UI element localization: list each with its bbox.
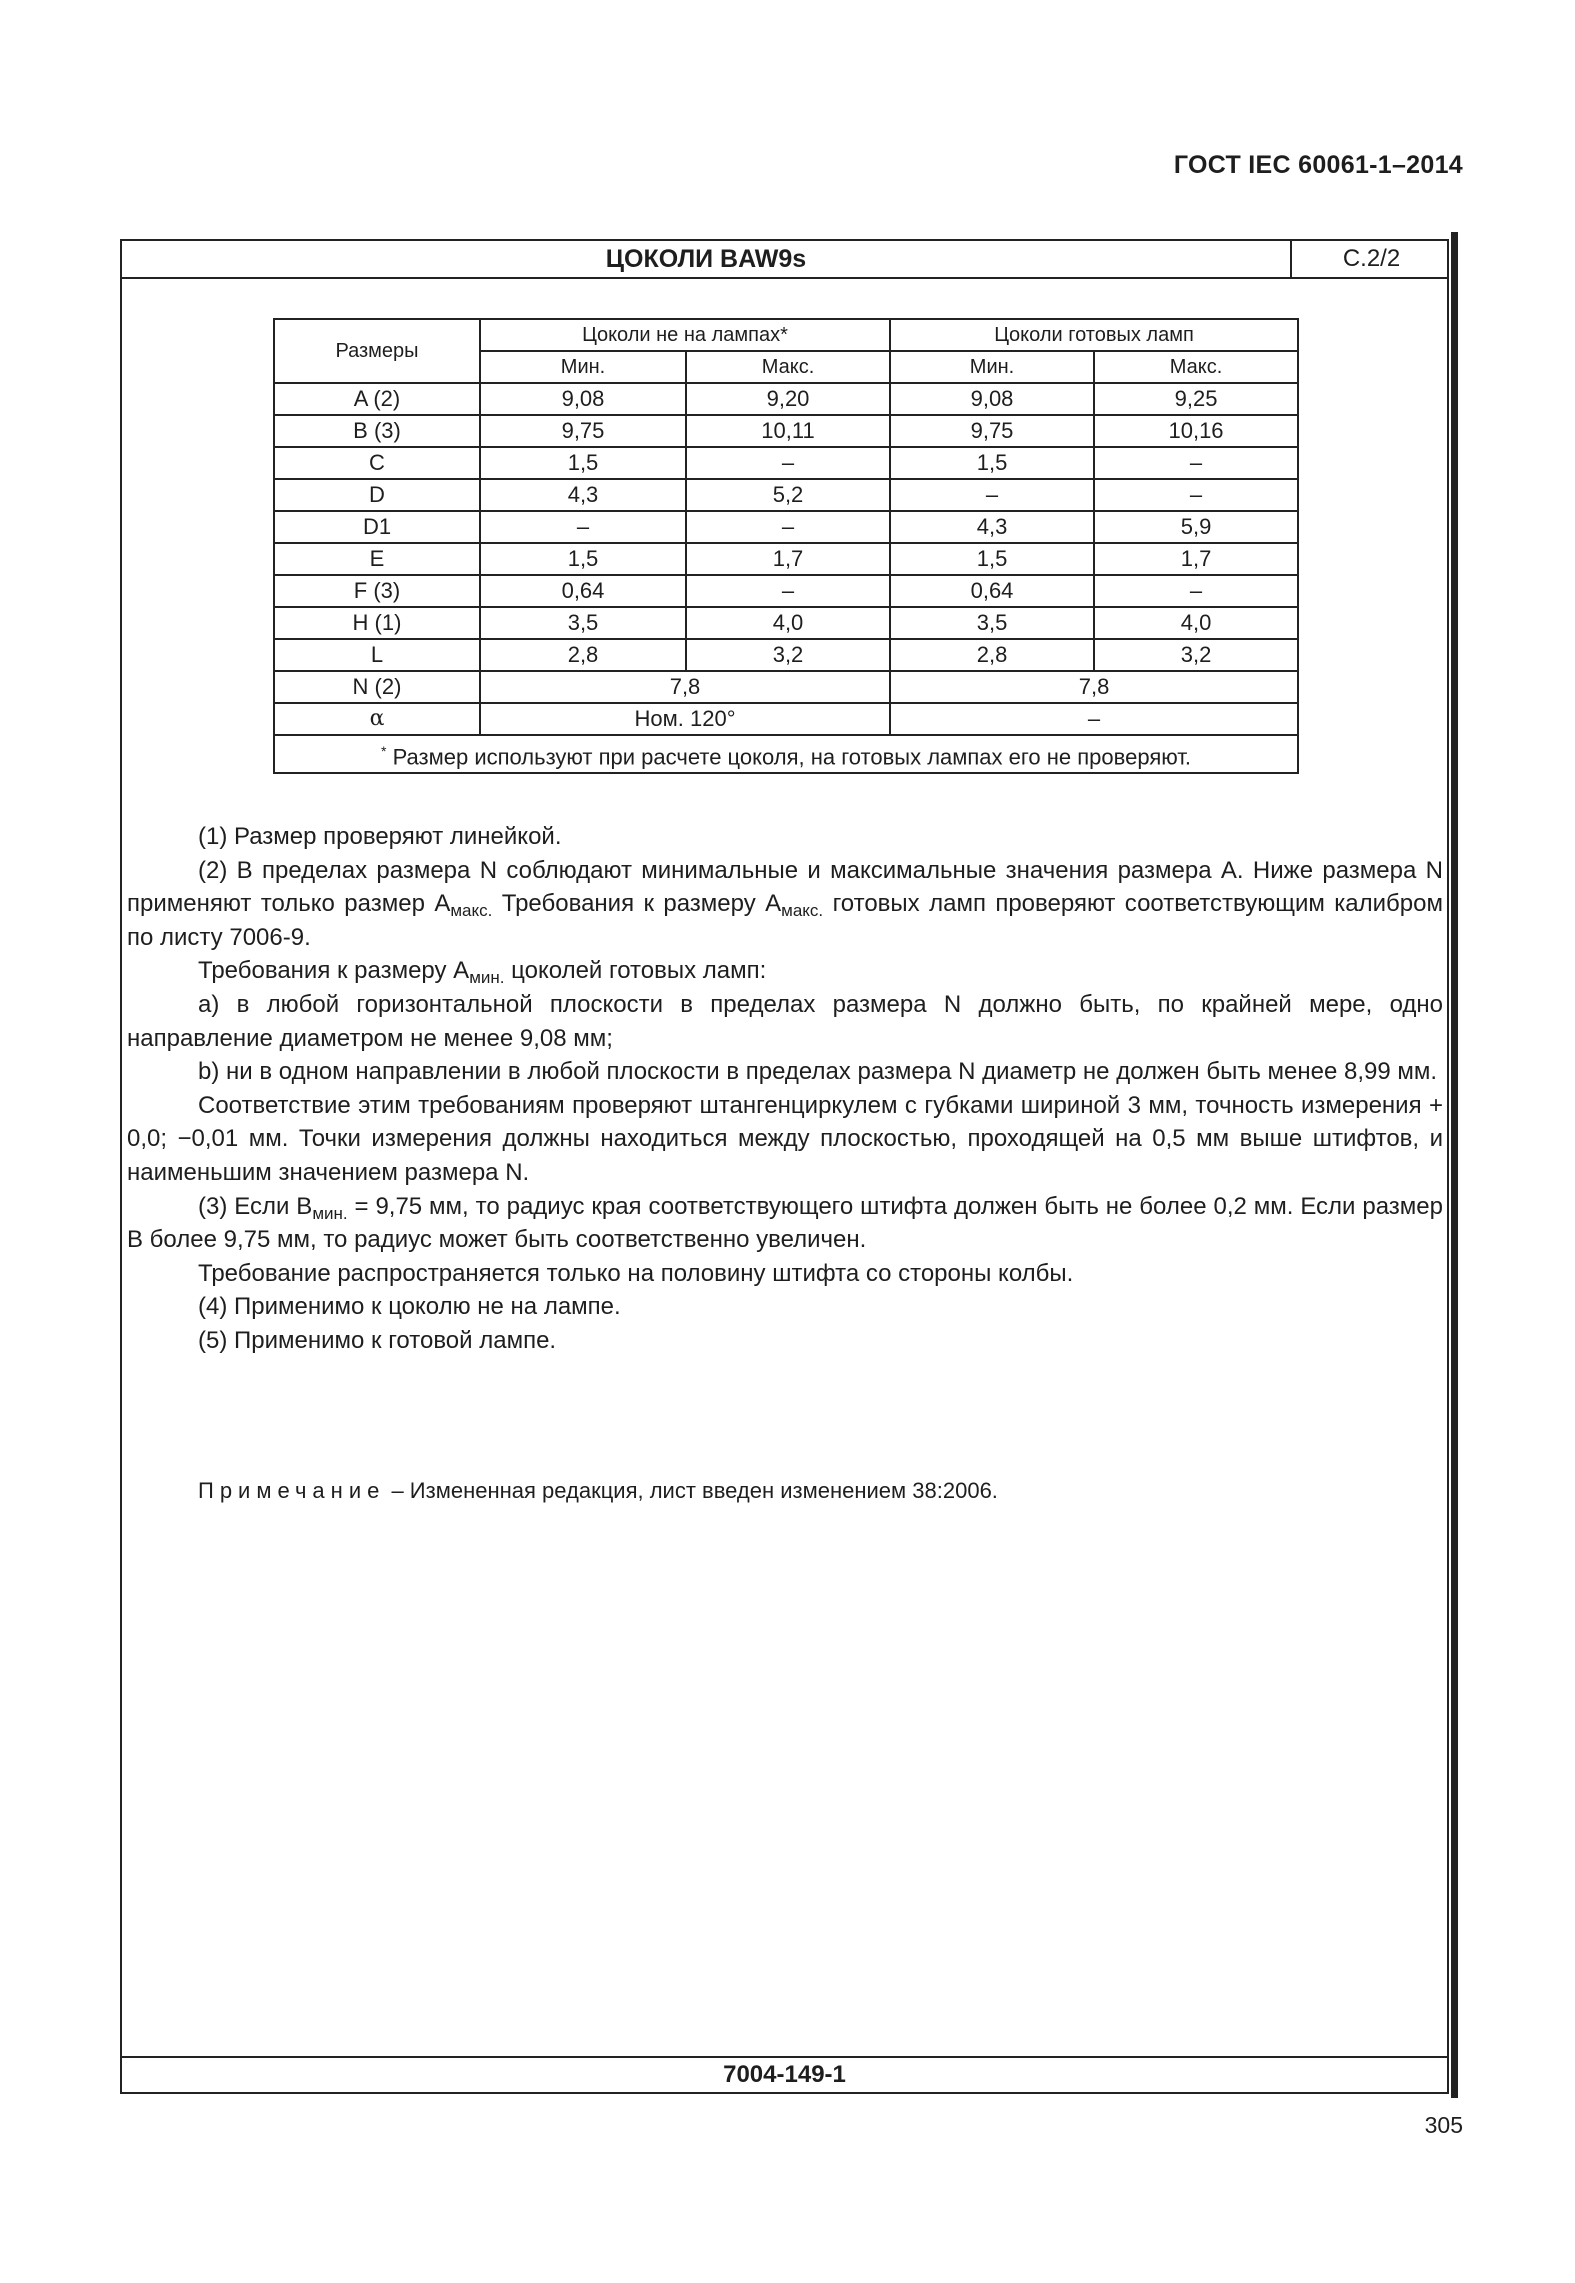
cell: – [890,479,1094,511]
col-min: Мин. [890,351,1094,383]
subscript-max: макс. [450,901,493,921]
cell: 4,0 [1094,607,1298,639]
frame-edge-thick [1451,232,1458,2098]
note-1: (1) Размер проверяют линейкой. [198,823,562,850]
cell: 5,9 [1094,511,1298,543]
row-name: H (1) [274,607,480,639]
cell: 3,5 [890,607,1094,639]
table-row [274,703,1298,735]
sheet-code: 7004-149-1 [723,2061,846,2088]
row-name: D [274,479,480,511]
cell: Ном. 120° [480,703,890,735]
title-row [122,241,1447,279]
table-row [274,575,1298,607]
remark-label: Примечание [198,1478,386,1503]
table-row [274,607,1298,639]
note-4: (4) Применимо к цоколю не на лампе. [198,1293,621,1321]
cell: – [686,575,890,607]
table-row [274,543,1298,575]
row-name: B (3) [274,415,480,447]
table-row [274,383,1298,415]
note-2: (2) В пределах размера N соблюдают минимальные и максимальные значения размера A. Ниже размера N применяют только размер $A_{макс.}$ Требования к размеру $A_{макс.}$ готовых ламп проверяют соответствующим калибром по листу 7006-9. [127,856,1443,951]
cell: – [1094,575,1298,607]
cell: 5,2 [686,479,890,511]
cell: 2,8 [480,639,686,671]
col-max: Макс. [686,351,890,383]
footnote-mark: * [381,743,387,759]
group-finished-lamps: Цоколи готовых ламп [890,319,1298,351]
cell: – [1094,479,1298,511]
col-dimensions: Размеры [274,319,480,383]
col-min: Мин. [480,351,686,383]
row-name: C [274,447,480,479]
cell: 4,3 [890,511,1094,543]
cell: 1,5 [480,447,686,479]
cell: 10,16 [1094,415,1298,447]
cell: 3,2 [686,639,890,671]
group-not-on-lamps: Цоколи не на лампах* [480,319,890,351]
row-name: N (2) [274,671,480,703]
dimensions-table [273,318,1299,774]
cell: 7,8 [480,671,890,703]
check-paragraph: Соответствие этим требованиям проверяют штангенциркулем с губками шириной 3 мм, точность измерения + 0,0; −0,01 мм. Точки измерения должны находиться между плоскостью, проходящей на 0,5 мм выше штифтов, и наименьшим значением размера N. [127,1091,1443,1186]
cell: 1,5 [480,543,686,575]
cell: 9,75 [890,415,1094,447]
requirements-intro: Требования к размеру $A_{мин.}$ цоколей готовых ламп: [198,957,767,988]
footer-row [122,2056,1447,2092]
cell: 9,20 [686,383,890,415]
cell: 9,25 [1094,383,1298,415]
cell: 3,5 [480,607,686,639]
cell: 4,0 [686,607,890,639]
cell: 0,64 [480,575,686,607]
cell: 4,3 [480,479,686,511]
table-footnote-row [274,735,1298,773]
table-row [274,479,1298,511]
note-3: (3) Если $B_{мин.} = 9,75$ мм, то радиус края соответствующего штифта должен быть не более 0,2 мм. Если размер B более 9,75 мм, то радиус может быть соответственно увеличен. [127,1192,1443,1254]
page-number: 305 [1424,2112,1463,2138]
row-name: D1 [274,511,480,543]
cell: 1,5 [890,447,1094,479]
cell: 10,11 [686,415,890,447]
sheet-title: ЦОКОЛИ BAW9s [605,245,807,273]
remark [198,1478,998,1504]
item-a: а) в любой горизонтальной плоскости в пределах размера N должно быть, по крайней мере, одно направление диаметром не менее 9,08 мм; [127,990,1443,1052]
cell: 1,7 [686,543,890,575]
standard-header: ГОСТ IEC 60061-1–2014 [1173,151,1463,179]
cell: – [480,511,686,543]
footnote-text: Размер используют при расчете цоколя, на готовых лампах его не проверяют. [392,744,1191,770]
cell: 7,8 [890,671,1298,703]
cell: – [686,447,890,479]
cell: – [686,511,890,543]
note-5: (5) Применимо к готовой лампе. [198,1326,557,1354]
notes-block [127,820,1443,1358]
cell: 9,75 [480,415,686,447]
subscript-min: мин. [312,1203,348,1223]
cell: 3,2 [1094,639,1298,671]
row-name: α [274,703,480,735]
col-max: Макс. [1094,351,1298,383]
sheet-number: С.2/2 [1290,241,1451,277]
table-row [274,447,1298,479]
subscript-max: макс. [781,901,824,921]
cell: – [1094,447,1298,479]
table-row [274,415,1298,447]
row-name: A (2) [274,383,480,415]
cell: 1,5 [890,543,1094,575]
remark-text: – Измененная редакция, лист введен изменением 38:2006. [385,1478,998,1503]
cell: 1,7 [1094,543,1298,575]
cell: – [890,703,1298,735]
row-name: E [274,543,480,575]
cell: 0,64 [890,575,1094,607]
table-footnote [274,735,1298,773]
cell: 9,08 [480,383,686,415]
subscript-min: мин. [469,968,505,988]
table-row [274,639,1298,671]
item-b: b) ни в одном направлении в любой плоскости в пределах размера N диаметр не должен быть менее 8,99 мм. [198,1058,1438,1086]
table-header-row [274,319,1298,351]
half-pin-note: Требование распространяется только на половину штифта со стороны колбы. [198,1259,1074,1287]
cell: 9,08 [890,383,1094,415]
cell: 2,8 [890,639,1094,671]
row-name: L [274,639,480,671]
table-row [274,511,1298,543]
row-name: F (3) [274,575,480,607]
table-row [274,671,1298,703]
